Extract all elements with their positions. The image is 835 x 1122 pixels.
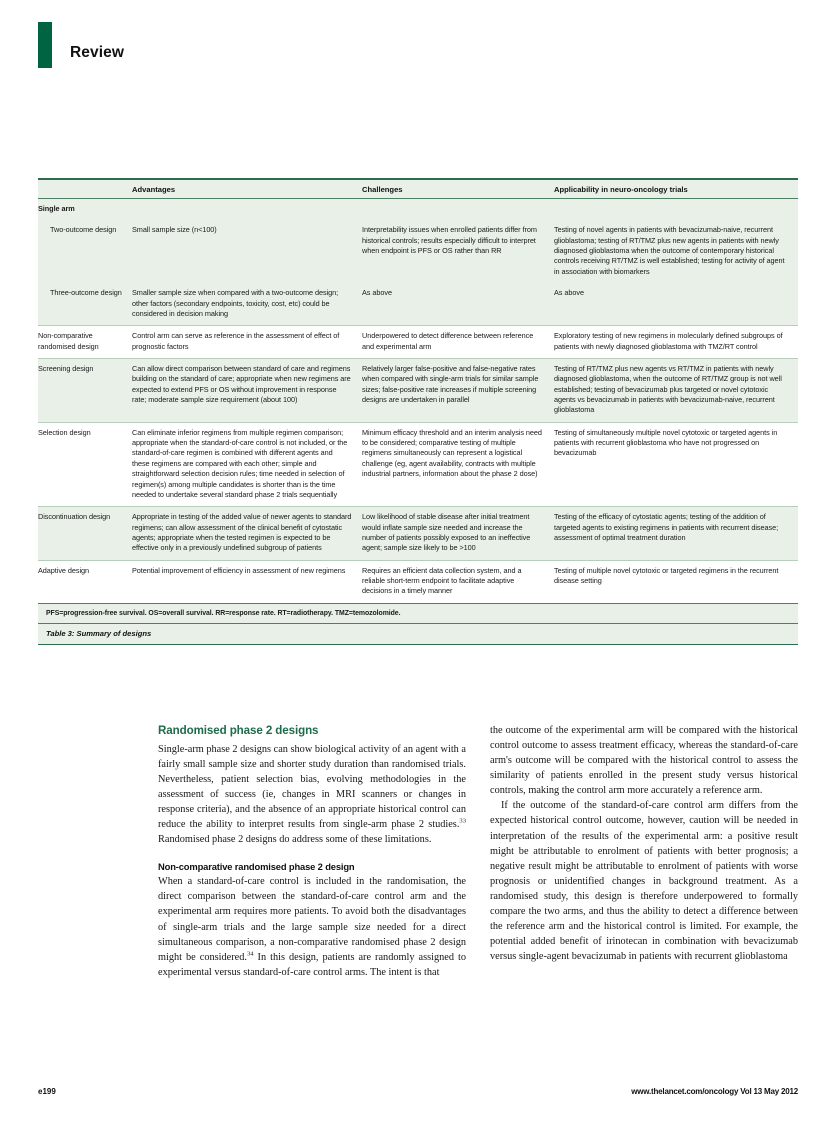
- article-body: [158, 723, 798, 980]
- col-header-challenges: Challenges: [362, 180, 554, 199]
- table-group-row: [38, 199, 798, 221]
- reference-marker: 33: [459, 817, 466, 825]
- row-label: Screening design: [38, 358, 132, 422]
- cell-challenges: Minimum efficacy threshold and an interim analysis need to be considered; comparative testing of multiple regimens simultaneously can represent a logistical challenge (eg, agent availability, contracts with multiple industrial partners, information about the phase 2 dose): [362, 422, 554, 507]
- table-footnote: PFS=progression-free survival. OS=overall survival. RR=response rate. RT=radiotherapy. TMZ=temozolomide.: [38, 603, 798, 623]
- subsection-heading-non-comparative-design: Non-comparative randomised phase 2 design: [158, 860, 355, 872]
- page-number: e199: [38, 1087, 56, 1096]
- designs-table: [38, 180, 798, 603]
- table-row: [38, 422, 798, 507]
- cell-applicability: Testing of the efficacy of cytostatic agents; testing of the addition of targeted agents to existing regimens in patients with recurrent disease; assessment of optimal treatment duration: [554, 507, 798, 560]
- brand-accent-bar: [38, 22, 52, 68]
- right-text-column: [490, 723, 798, 980]
- journal-source-line: www.thelancet.com/oncology Vol 13 May 2012: [631, 1087, 798, 1096]
- page-footer: [38, 1087, 798, 1096]
- paragraph-interpretation-caution: If the outcome of the standard-of-care control arm differs from the expected historical control outcome, however, caution will be needed in interpretation of the results of the experimental arm: a positive result might be attributable to enrolment of patients with better prognosis; a negative result might be attributable to enrolment of patients with worse prognosis or unidentified changes in background treatment. As a randomised study, this design is therefore underpowered to formally compare the two arms, and thus the ability to detect a difference between the reference arm and the historical control is limited. For example, the potential added benefit of irinotecan in combination with bevacizumab versus single-agent bevacizumab in patients with recurrent glioblastoma: [490, 800, 798, 963]
- row-label: Discontinuation design: [38, 507, 132, 560]
- table-row: [38, 326, 798, 359]
- table-bottom-rule: [38, 644, 798, 646]
- left-text-column: [158, 723, 466, 980]
- table-3-summary-of-designs: [38, 178, 798, 645]
- row-label: Adaptive design: [38, 560, 132, 603]
- table-caption: Table 3: Summary of designs: [38, 623, 798, 644]
- table-row: [38, 358, 798, 422]
- row-label: Two-outcome design: [38, 220, 132, 283]
- cell-applicability: Exploratory testing of new regimens in molecularly defined subgroups of patients with newly diagnosed glioblastoma with TMZ/RT control: [554, 326, 798, 359]
- page-section-label: Review: [70, 44, 125, 61]
- reference-marker: 34: [246, 950, 254, 958]
- cell-advantages: Appropriate in testing of the added value of newer agents to standard regimens; can allow assessment of the clinical benefit of cytostatic agents; appropriate when the tested regimen is expected to be effective only in a previously undefined subgroup of patients: [132, 507, 362, 560]
- cell-challenges: As above: [362, 283, 554, 326]
- section-heading-randomised-phase-2-designs: Randomised phase 2 designs: [158, 724, 319, 737]
- table-row: [38, 560, 798, 603]
- cell-applicability: Testing of RT/TMZ plus new agents vs RT/TMZ in patients with newly diagnosed glioblastoma, when the outcome of RT/TMZ group is not well established; testing of bevacizumab plus targeted or novel cytotoxic agents vs bevacizumab in patients with bevacizumab-naive, recurrent glioblastoma: [554, 358, 798, 422]
- table-row: [38, 507, 798, 560]
- cell-challenges: Low likelihood of stable disease after initial treatment would inflate sample size needed and increase the number of patients possibly exposed to an ineffective agent; sample size likely to be >100: [362, 507, 554, 560]
- cell-advantages: Smaller sample size when compared with a two-outcome design; other factors (secondary endpoints, toxicity, cost, etc) could be considered in decision making: [132, 283, 362, 326]
- cell-applicability: Testing of multiple novel cytotoxic or targeted regimens in the recurrent disease setting: [554, 560, 798, 603]
- cell-applicability: Testing of simultaneously multiple novel cytotoxic or targeted agents in patients with recurrent glioblastoma who have not progressed on bevacizumab: [554, 422, 798, 507]
- paragraph-text-b: Randomised phase 2 designs do address some of these limitations.: [158, 834, 432, 846]
- cell-challenges: Interpretability issues when enrolled patients differ from historical controls; results especially difficult to interpret when endpoint is PFS or OS rather than RR: [362, 220, 554, 283]
- paragraph-reference-arm: the outcome of the experimental arm will be compared with the historical control outcome to assess treatment efficacy, whereas the standard-of-care arm's outcome will be compared with the historical control to assess the similarity of patients enrolled in the present study versus historical controls, making the control arm more accurately a reference arm.: [490, 725, 798, 797]
- cell-advantages: Control arm can serve as reference in the assessment of effect of prognostic factors: [132, 326, 362, 359]
- paragraph-non-comparative-design: [158, 874, 466, 980]
- cell-advantages: Can eliminate inferior regimens from multiple regimen comparison; appropriate when the standard-of-care control is not included, or the standard-of-care regimen is combined with different agents and these regimens are compared with each other; simple and straightforward selection decision rules; time needed in selection of regimen(s) among multiple candidates is shorter than is the time needed to undertake several standard phase 2 trials sequentially: [132, 422, 362, 507]
- paragraph-text-a: Single-arm phase 2 designs can show biological activity of an agent with a fairly small sample size and shorter study duration than randomised trials. Nevertheless, patient selection bias, evolving methodologies in the assessment of success (ie, changes in MRI scanners or changes in response criteria), and the absence of an appropriate historical control can reduce the ability to interpret results from single-arm phase 2 studies.: [158, 743, 466, 831]
- page-header: [38, 22, 798, 82]
- paragraph-single-arm-limitations: [158, 742, 466, 848]
- col-header-advantages: Advantages: [132, 180, 362, 199]
- row-label: Three-outcome design: [38, 283, 132, 326]
- cell-challenges: Underpowered to detect difference between reference and experimental arm: [362, 326, 554, 359]
- paragraph-text-b: In this design, patients are randomly assigned to experimental versus standard-of-care control arms. The intent is that: [158, 951, 466, 978]
- row-label: Selection design: [38, 422, 132, 507]
- table-row: [38, 283, 798, 326]
- cell-challenges: Relatively larger false-positive and false-negative rates when compared with single-arm trials for similar sample sizes; false-positive rate increases if multiple screening designs are undertaken in parallel: [362, 358, 554, 422]
- cell-advantages: Can allow direct comparison between standard of care and regimens building on the standard of care; appropriate when new regimens are expected to extend PFS or OS without improvement in response rate; moderate sample size requirement (about 100): [132, 358, 362, 422]
- cell-challenges: Requires an efficient data collection system, and a reliable short-term endpoint to facilitate adaptive decisions in a timely manner: [362, 560, 554, 603]
- col-header-design: [38, 180, 132, 199]
- cell-applicability: As above: [554, 283, 798, 326]
- paragraph-text-a: When a standard-of-care control is included in the randomisation, the direct comparison between the standard-of-care control arm and the experimental arm requires more patients. To avoid both the disadvantages of single-arm trials and the large sample size needed for a direct simultaneous comparison, a non-comparative randomised phase 2 design might be considered.: [158, 876, 466, 963]
- table-row: [38, 220, 798, 283]
- cell-applicability: Testing of novel agents in patients with bevacizumab-naive, recurrent glioblastoma; testing of RT/TMZ plus new agents in patients with newly diagnosed glioblastoma when the outcome of contemporary historical controls receiving RT/TMZ is well established; testing for activity of agent in association with biomarkers: [554, 220, 798, 283]
- table-header-row: [38, 180, 798, 199]
- group-label-single-arm: Single arm: [38, 199, 798, 221]
- cell-advantages: Small sample size (n<100): [132, 220, 362, 283]
- row-label: Non-comparative randomised design: [38, 326, 132, 359]
- cell-advantages: Potential improvement of efficiency in assessment of new regimens: [132, 560, 362, 603]
- col-header-applicability: Applicability in neuro-oncology trials: [554, 180, 798, 199]
